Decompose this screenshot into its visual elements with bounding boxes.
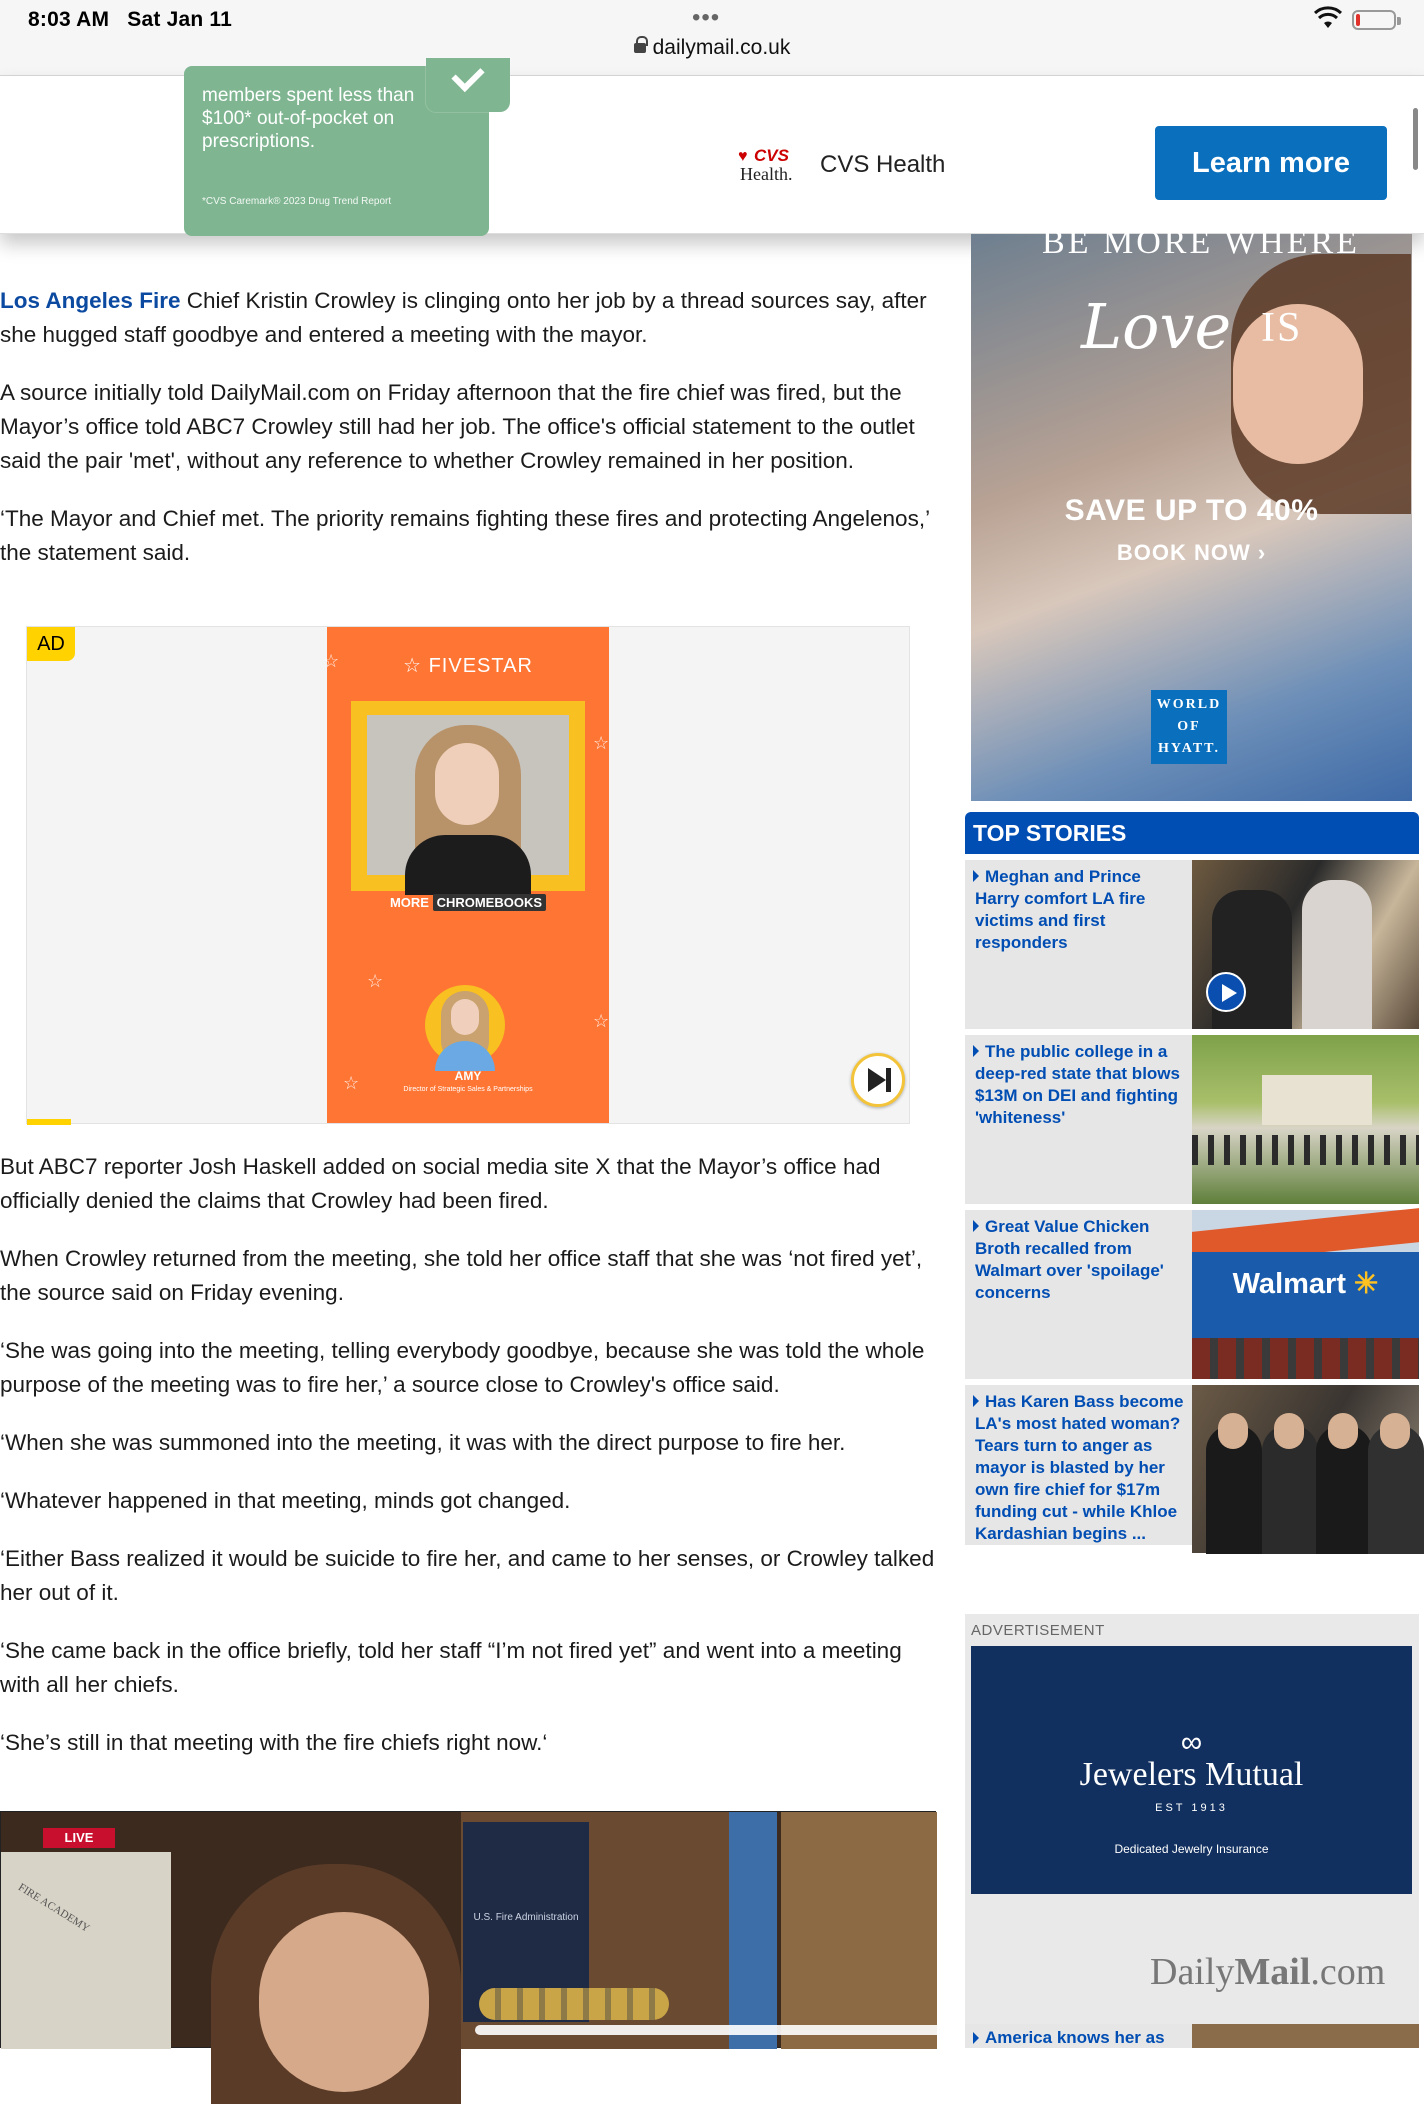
fivestar-logo: ☆ FIVESTAR [403,655,533,677]
cvs-ad-card[interactable] [184,66,489,236]
status-time: 8:03 AM Sat Jan 11 [28,8,232,31]
article-paragraph: ‘The Mayor and Chief met. The priority remains fighting these fires and protecting Angelenos,’ the statement said. [0,506,930,565]
article-paragraph: When Crowley returned from the meeting, she told her office staff that she was ‘not fired yet’, the source said on Friday evening. [0,1246,923,1305]
cvs-card-text: members spent less than $100* out-of-pocket on prescriptions. [202,85,415,152]
play-icon[interactable] [1206,972,1246,1012]
story-item[interactable] [965,1035,1419,1204]
checkmark-icon [426,58,510,112]
scrollbar[interactable] [1413,108,1418,170]
jewelers-mutual-est: EST 1913 [1155,1802,1228,1814]
ad-badge: AD [27,627,75,661]
home-indicator[interactable] [475,2025,949,2035]
article-paragraph: ‘When she was summoned into the meeting, it was with the direct purpose to fire her. [0,1430,846,1455]
hyatt-ad-offer: SAVE UP TO 40% [1064,494,1319,527]
skip-ad-button[interactable] [851,1053,905,1107]
skip-icon [868,1068,886,1092]
article-paragraph: ‘She came back in the office briefly, told her staff “I’m not fired yet” and went into a meeting with all her chiefs. [0,1638,902,1697]
learn-more-button[interactable]: Learn more [1155,126,1387,200]
live-badge: LIVE [43,1828,115,1848]
article-paragraph: ‘Either Bass realized it would be suicide to fire her, and came to her senses, or Crowley talked her out of it. [0,1546,935,1605]
story-thumbnail[interactable] [1192,2024,1419,2048]
story-item[interactable] [965,2024,1419,2048]
wall-certificate: FIRE ACADEMY [1,1852,171,2049]
wifi-icon [1314,8,1342,30]
inline-video-ad[interactable] [26,626,910,1124]
fivestar-ad-creative[interactable] [323,627,610,1123]
article-paragraph: But ABC7 reporter Josh Haskell added on social media site X that the Mayor’s office had officially denied the claims that Crowley had been fired. [0,1154,881,1213]
jewelers-mutual-brand: Jewelers Mutual [1079,1756,1304,1793]
article-paragraph: A source initially told DailyMail.com on Friday afternoon that the fire chief was fired, but the Mayor’s office told ABC7 Crowley still had her job. The office's official statement to the outlet said the pair 'met', without any reference to whether Crowley remained in her position. [0,380,915,473]
story-thumbnail[interactable] [1192,860,1419,1029]
article-body-continued [0,1150,936,1784]
article-paragraph: ‘She was going into the meeting, telling everybody goodbye, because she was told the whole purpose of the meeting was to fire her,’ a source close to Crowley's office said. [0,1338,925,1397]
story-thumbnail[interactable] [1192,1035,1419,1204]
walmart-sign: Walmart ✳ [1232,1268,1379,1300]
hyatt-ad-headline: BE MORE WHERE [1042,224,1360,261]
avatar [425,985,505,1065]
heart-icon: ♥ [738,148,748,165]
world-of-hyatt-logo: WORLD OF HYATT. [1151,690,1227,764]
story-item[interactable] [965,1210,1419,1379]
story-title[interactable]: Great Value Chicken Broth recalled from Walmart over 'spoilage' concerns [975,1216,1187,1304]
spark-icon: ✳ [1354,1268,1379,1300]
ad-progress-bar [27,1119,71,1125]
story-title[interactable]: Has Karen Bass become LA's most hated woman? Tears turn to anger as mayor is blasted by her own fire chief for $17m funding cut - while Khloe Kardashian begins ... [975,1391,1187,1545]
jewelers-mutual-tagline: Dedicated Jewelry Insurance [1114,1842,1269,1856]
star-icon: ☆ [593,733,610,753]
cvs-card-footnote: *CVS Caremark® 2023 Drug Trend Report [202,196,392,207]
hyatt-side-ad[interactable] [971,224,1412,801]
battery-icon [1352,10,1396,30]
story-item[interactable] [965,1385,1419,1545]
person-name: AMY [454,1069,482,1083]
advertiser-name: CVS Health [820,151,946,178]
spokesperson-video [367,715,569,875]
top-stories-panel [965,812,1419,1545]
top-stories-heading: TOP STORIES [965,812,1419,854]
star-icon: ☆ [323,651,340,671]
more-options-icon[interactable]: ••• [692,4,721,31]
star-icon: ☆ [593,1011,610,1031]
address-bar[interactable] [0,36,1424,60]
challenge-coins [479,1988,669,2020]
article-video-player[interactable]: FIRE ACADEMY U.S. Fire Administration LIVE [0,1811,936,2048]
ad-caption: MORE CHROMEBOOKS [327,895,609,910]
story-title[interactable]: The public college in a deep-red state that blows $13M on DEI and fighting 'whiteness' [975,1041,1187,1129]
article-paragraph: ‘Whatever happened in that meeting, minds got changed. [0,1488,571,1513]
article-paragraph: Los Angeles Fire Chief Kristin Crowley is clinging onto her job by a thread sources say, after she hugged staff goodbye and entered a meeting with the mayor. [0,288,927,347]
hyatt-ad-love: Love [1081,290,1232,363]
infinity-logo-icon: ∞ [1180,1726,1203,1759]
cvs-banner-ad[interactable] [0,76,1424,234]
star-icon: ☆ [343,1073,360,1093]
story-thumbnail[interactable] [1192,1210,1419,1379]
story-thumbnail[interactable] [1192,1385,1419,1553]
battery-level [1356,14,1360,26]
advertisement-label: ADVERTISEMENT [971,1622,1105,1639]
lock-icon [634,43,646,53]
story-item[interactable] [965,860,1419,1029]
book-now-link[interactable]: BOOK NOW › [1116,540,1267,565]
cvs-logo: ♥ CVS Health. [738,146,793,184]
story-title[interactable]: America knows her as [975,2028,1165,2048]
los-angeles-fire-link[interactable]: Los Angeles Fire [0,288,181,313]
jewelers-mutual-ad[interactable] [971,1646,1412,1894]
browser-status-bar [0,0,1424,76]
person-role: Director of Strategic Sales & Partnerships [403,1086,533,1093]
article-paragraph: ‘She’s still in that meeting with the fire chiefs right now.‘ [0,1730,548,1755]
story-title[interactable]: Meghan and Prince Harry comfort LA fire victims and first responders [975,866,1187,954]
star-icon: ☆ [367,971,384,991]
address-text: dailymail.co.uk [652,36,791,59]
dailymail-logo[interactable]: DailyMail.com [1150,1951,1386,1993]
hyatt-ad-is: IS [1261,305,1303,351]
article-body [0,284,936,594]
